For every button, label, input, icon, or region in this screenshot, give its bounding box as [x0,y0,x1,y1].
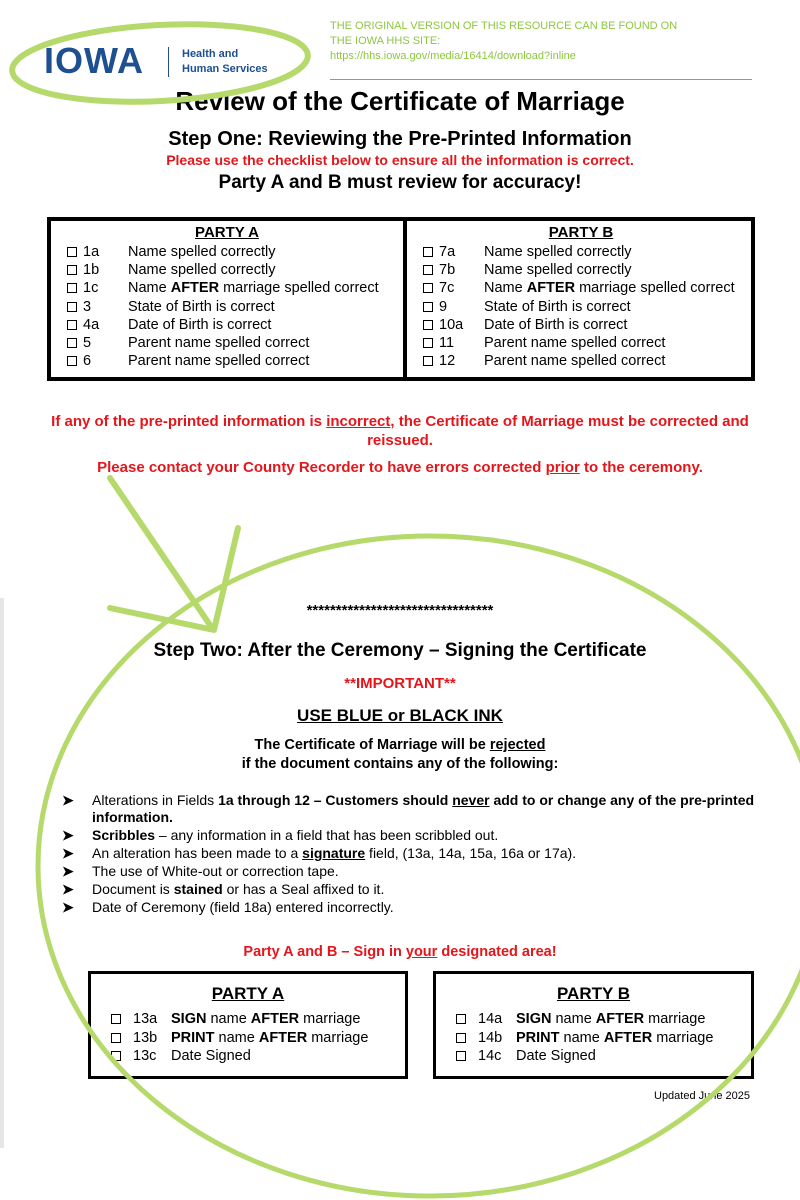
party-b-sign-box [433,971,754,1079]
item-label-bold: SIGN [171,1011,207,1028]
sign-note-text-2: designated area! [437,944,557,960]
item-label [128,280,379,296]
incorrect-warning [40,412,760,450]
bullet-text: field, (13a, 14a, 15a, 16a or 17a). [365,845,577,861]
rejected-text: The Certificate of Marriage will be [254,737,490,753]
field-number: 13c [133,1048,157,1065]
item-label-part: name [214,1029,259,1046]
arrow-bullet-icon: ➤ [62,881,74,897]
field-number: 14b [478,1029,503,1046]
item-label-bold: AFTER [258,1029,308,1046]
checkbox[interactable] [67,302,77,312]
rejected-word: rejected [489,737,546,753]
bullet-text: Alterations in Fields [92,792,219,808]
party-b-item-12 [407,352,755,370]
arrow-bullet-icon: ➤ [62,792,74,808]
bullet-underlined-text: signature [302,845,366,861]
party-a-item-1a [51,243,403,261]
field-number: 14c [478,1048,502,1065]
party-b-item-7a [407,243,755,261]
party-a-item-4a [51,316,403,334]
sign-note-text-1: Party A and B – Sign in [243,944,406,960]
bullet-underlined-text: never [452,792,490,808]
bullet-bold-text: stained [173,881,223,897]
logo-text: IOWA [44,40,144,81]
item-label [484,280,735,296]
incorrect-word: incorrect [326,413,391,430]
checkbox[interactable] [456,1014,466,1024]
item-label: Date Signed [171,1048,251,1065]
incorrect-warning-text-1: If any of the pre-printed information is [51,413,327,430]
item-label-bold: AFTER [250,1011,300,1028]
field-number: 13b [133,1029,158,1046]
field-number: 3 [83,298,92,315]
bullet-text: An alteration has been made to a [92,845,303,861]
item-label-bold: SIGN [516,1011,552,1028]
item-label [171,1030,368,1046]
party-b-item-7b [407,261,755,279]
bullet-text: The use of White-out or correction tape. [92,863,339,879]
contact-text-1: Please contact your County Recorder to have errors corrected [97,459,546,476]
party-a-title: PARTY A [195,224,259,241]
item-label: Parent name spelled correct [128,335,310,352]
field-number: 5 [83,335,92,352]
item-label: Date Signed [516,1048,596,1065]
item-label: Parent name spelled correct [484,335,666,352]
review-note: Party A and B must review for accuracy! [218,172,582,193]
item-label-part: name [559,1029,604,1046]
bullet-text: Date of Ceremony (field 18a) entered incorrectly. [92,899,394,915]
iowa-logo [44,40,144,82]
item-label [516,1030,713,1046]
party-a-item-3 [51,298,403,316]
notice-line-2: THE IOWA HHS SITE: [330,35,441,47]
field-number: 7a [439,244,456,261]
party-a-item-1c [51,279,403,297]
bullet-bold-text: 1a through 12 – Customers should [218,792,453,808]
item-label: Date of Birth is correct [484,316,628,333]
page-title: Review of the Certificate of Marriage [175,86,625,116]
item-label: Parent name spelled correct [484,353,666,370]
party-a-item-1b [51,261,403,279]
item-label: Date of Birth is correct [128,316,272,333]
party-b-item-9 [407,298,755,316]
important-label: **IMPORTANT** [344,675,456,692]
rejected-line-1 [0,737,800,753]
item-label-bold: AFTER [595,1011,645,1028]
notice-line-1: THE ORIGINAL VERSION OF THIS RESOURCE CAN BE FOUND ON [330,20,678,32]
field-number: 7c [439,280,455,297]
source-notice [330,19,677,64]
party-b-item-10a [407,316,755,334]
sign-a-item-13c [91,1047,405,1066]
arrow-bullet-icon: ➤ [62,863,74,879]
notice-url-link[interactable]: https://hhs.iowa.gov/media/16414/download?inline [330,50,576,62]
checkbox[interactable] [423,338,433,348]
logo-subtitle-line-2: Human Services [182,63,268,75]
sign-a-item-13b [91,1029,405,1048]
sign-b-item-14c [436,1047,751,1066]
item-label-part: name [551,1011,596,1028]
field-number: 14a [478,1011,503,1028]
item-label [171,1011,360,1027]
header-rule [330,79,752,80]
rejection-reasons-list [62,792,762,917]
arrow-bullet-icon: ➤ [62,899,74,915]
item-label [516,1011,705,1027]
item-label-bold: PRINT [171,1029,215,1046]
party-a-sign-box [88,971,408,1079]
checkbox[interactable] [456,1051,466,1061]
checkbox[interactable] [67,247,77,257]
arrow-bullet-icon: ➤ [62,845,74,861]
item-label-bold: AFTER [170,280,220,297]
sign-b-item-14b [436,1029,751,1048]
party-b-item-11 [407,334,755,352]
item-label-part: marriage [644,1011,706,1028]
bullet-bold-text: add to or change any of the pre-printed information. [92,792,755,825]
step-two-heading: Step Two: After the Ceremony – Signing the Certificate [153,640,647,661]
arrow-bullet-icon: ➤ [62,827,74,843]
field-number: 7b [439,262,456,279]
contact-text-2: to the ceremony. [579,459,703,476]
prior-word: prior [545,459,580,476]
item-label-bold: PRINT [516,1029,560,1046]
field-number: 1b [83,262,100,279]
field-number: 12 [439,353,456,370]
logo-divider [168,47,169,77]
step-one-instruction: Please use the checklist below to ensure all the information is correct. [166,152,634,168]
checkbox[interactable] [67,283,77,293]
field-number: 13a [133,1011,158,1028]
checkbox[interactable] [423,356,433,366]
item-label-part: name [206,1011,251,1028]
sign-a-item-13a [91,1010,405,1029]
bullet-text: – any information in a field that has been scribbled out. [155,827,499,843]
party-a-column [51,221,403,377]
checkbox[interactable] [111,1014,121,1024]
item-label: Name spelled correctly [128,244,276,261]
party-a-item-5 [51,334,403,352]
sign-b-item-14a [436,1010,751,1029]
your-word: your [405,944,438,960]
field-number: 10a [439,316,464,333]
updated-date: Updated June 2025 [654,1090,751,1102]
checkbox[interactable] [67,338,77,348]
rejection-reason-item [62,863,762,880]
item-label: Name spelled correctly [484,244,632,261]
field-number: 9 [439,298,448,315]
item-label-part: marriage [299,1011,361,1028]
bullet-bold-text: Scribbles [92,827,156,843]
field-number: 11 [439,335,455,352]
checkbox[interactable] [423,283,433,293]
incorrect-warning-text-2: , the Certificate of Marriage must be corrected and reissued. [367,413,749,449]
item-label: State of Birth is correct [484,298,631,315]
field-number: 1a [83,244,100,261]
field-number: 4a [83,316,100,333]
logo-subtitle [182,47,268,77]
checkbox[interactable] [423,320,433,330]
rejection-reason-item [62,899,762,916]
field-number: 6 [83,353,92,370]
party-b-column [403,221,755,377]
checkbox[interactable] [111,1051,121,1061]
item-label-part: marriage [307,1029,369,1046]
checkbox[interactable] [67,265,77,275]
party-b-title: PARTY B [548,224,614,241]
checkbox[interactable] [67,356,77,366]
sign-party-b-title: PARTY B [556,984,631,1003]
rejection-reason-item [62,792,762,826]
checkbox[interactable] [111,1033,121,1043]
section-divider: ******************************** [306,602,494,619]
rejection-reason-item [62,827,762,844]
rejected-line-2: if the document contains any of the following: [241,756,559,772]
step-one-heading: Step One: Reviewing the Pre-Printed Information [168,128,632,150]
party-b-item-7c [407,279,755,297]
bullet-text: or has a Seal affixed to it. [222,881,385,897]
sign-note [0,944,800,960]
item-label: State of Birth is correct [128,298,275,315]
bullet-text: Document is [92,881,174,897]
item-label-part: marriage spelled correct [219,280,379,297]
checkbox[interactable] [67,320,77,330]
checkbox[interactable] [423,302,433,312]
ink-instruction: USE BLUE or BLACK INK [297,706,503,725]
item-label-part: Name [128,280,171,297]
item-label: Name spelled correctly [484,262,632,279]
item-label-part: Name [484,280,527,297]
rejection-reason-item [62,845,762,862]
review-checklist-table [47,217,755,381]
checkbox[interactable] [423,247,433,257]
item-label: Name spelled correctly [128,262,276,279]
logo-subtitle-line-1: Health and [182,48,239,60]
item-label-part: marriage [652,1029,714,1046]
rejection-reason-item [62,881,762,898]
sign-party-a-title: PARTY A [211,984,285,1003]
field-number: 1c [83,280,99,297]
item-label-part: marriage spelled correct [575,280,735,297]
item-label-bold: AFTER [603,1029,653,1046]
item-label: Parent name spelled correct [128,353,310,370]
contact-recorder-note [0,459,800,476]
checkbox[interactable] [456,1033,466,1043]
item-label-bold: AFTER [526,280,576,297]
party-a-item-6 [51,352,403,370]
checkbox[interactable] [423,265,433,275]
